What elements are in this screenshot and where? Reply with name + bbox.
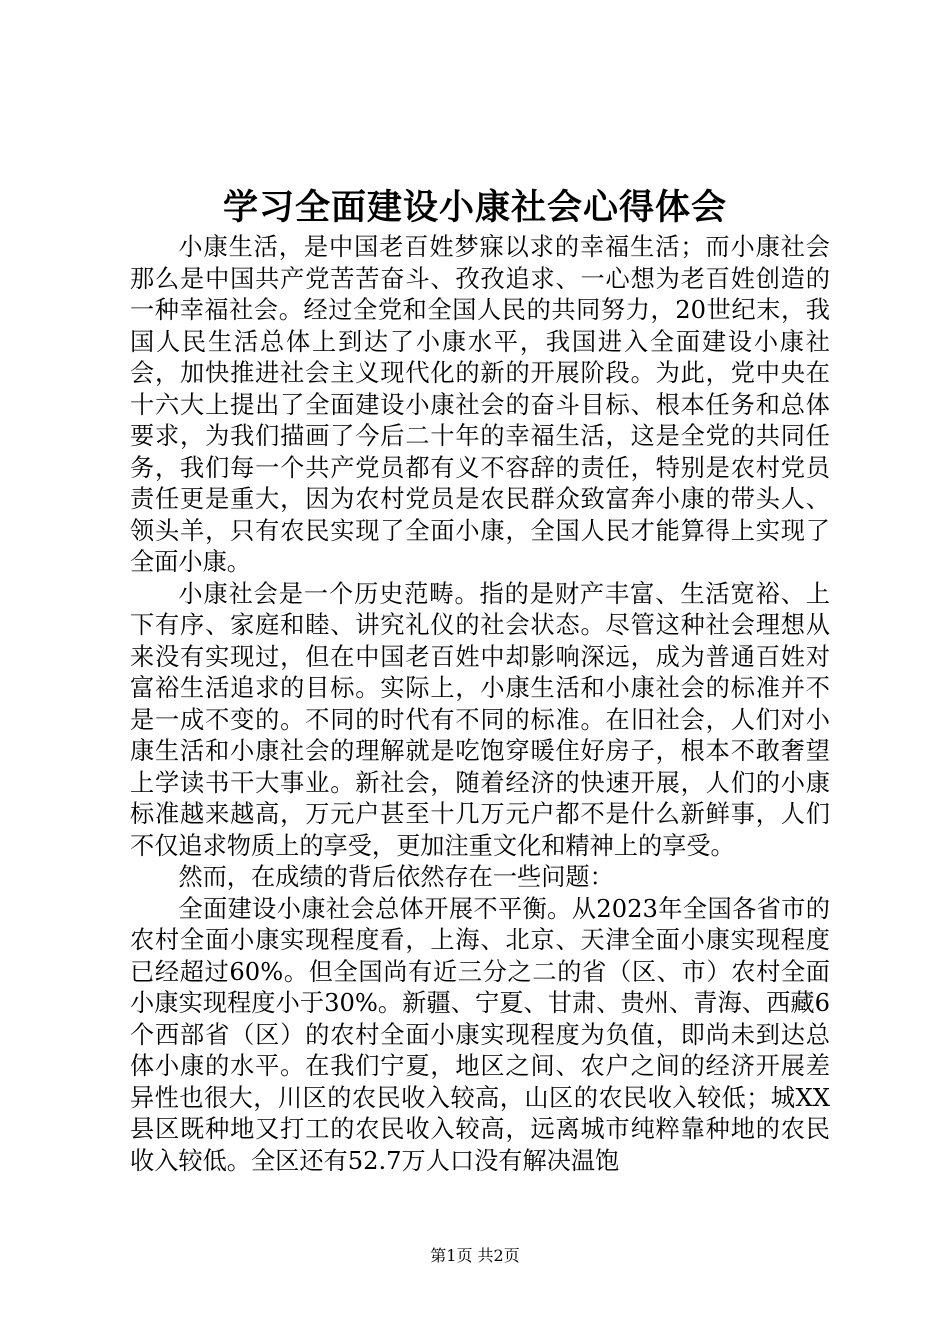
paragraph-4: 全面建设小康社会总体开展不平衡。从2023年全国各省市的农村全面小康实现程度看，上海、北京、天津全面小康实现程度已经超过60%。但全国尚有近三分之二的省（区、市）农村全面小康实现程度小于30%。新疆、宁夏、甘肃、贵州、青海、西藏6个西部省（区）的农村全面小康实现程度为负值，即尚未到达总体小康的水平。在我们宁夏，地区之间、农户之间的经济开展差异性也很大，川区的农民收入较高，山区的农民收入较低；城XX县区既种地又打工的农民收入较高，远离城市纯粹靠种地的农民收入较低。全区还有52.7万人口没有解决温饱	[130, 894, 830, 1175]
paragraph-2: 小康社会是一个历史范畴。指的是财产丰富、生活宽裕、上下有序、家庭和睦、讲究礼仪的社会状态。尽管这种社会理想从来没有实现过，但在中国老百姓中却影响深远，成为普通百姓对富裕生活追求的目标。实际上，小康生活和小康社会的标准并不是一成不变的。不同的时代有不同的标准。在旧社会，人们对小康生活和小康社会的理解就是吃饱穿暖住好房子，根本不敢奢望上学读书干大事业。新社会，随着经济的快速开展，人们的小康标准越来越高，万元户甚至十几万元户都不是什么新鲜事，人们不仅追求物质上的享受，更加注重文化和精神上的享受。	[130, 579, 830, 860]
document-title: 学习全面建设小康社会心得体会	[222, 187, 727, 228]
paragraph-3: 然而，在成绩的背后依然存在一些问题：	[178, 863, 614, 891]
document-body	[130, 232, 830, 1177]
page-footer: 第1页 共2页	[430, 1246, 520, 1265]
paragraph-1: 小康生活，是中国老百姓梦寐以求的幸福生活；而小康社会那么是中国共产党苦苦奋斗、孜孜追求、一心想为老百姓创造的一种幸福社会。经过全党和全国人民的共同努力，20世纪末，我国人民生活总体上到达了小康水平，我国进入全面建设小康社会，加快推进社会主义现代化的新的开展阶段。为此，党中央在十六大上提出了全面建设小康社会的奋斗目标、根本任务和总体要求，为我们描画了今后二十年的幸福生活，这是全党的共同任务，我们每一个共产党员都有义不容辞的责任，特别是农村党员责任更是重大，因为农村党员是农民群众致富奔小康的带头人、领头羊，只有农民实现了全面小康，全国人民才能算得上实现了全面小康。	[130, 233, 830, 576]
